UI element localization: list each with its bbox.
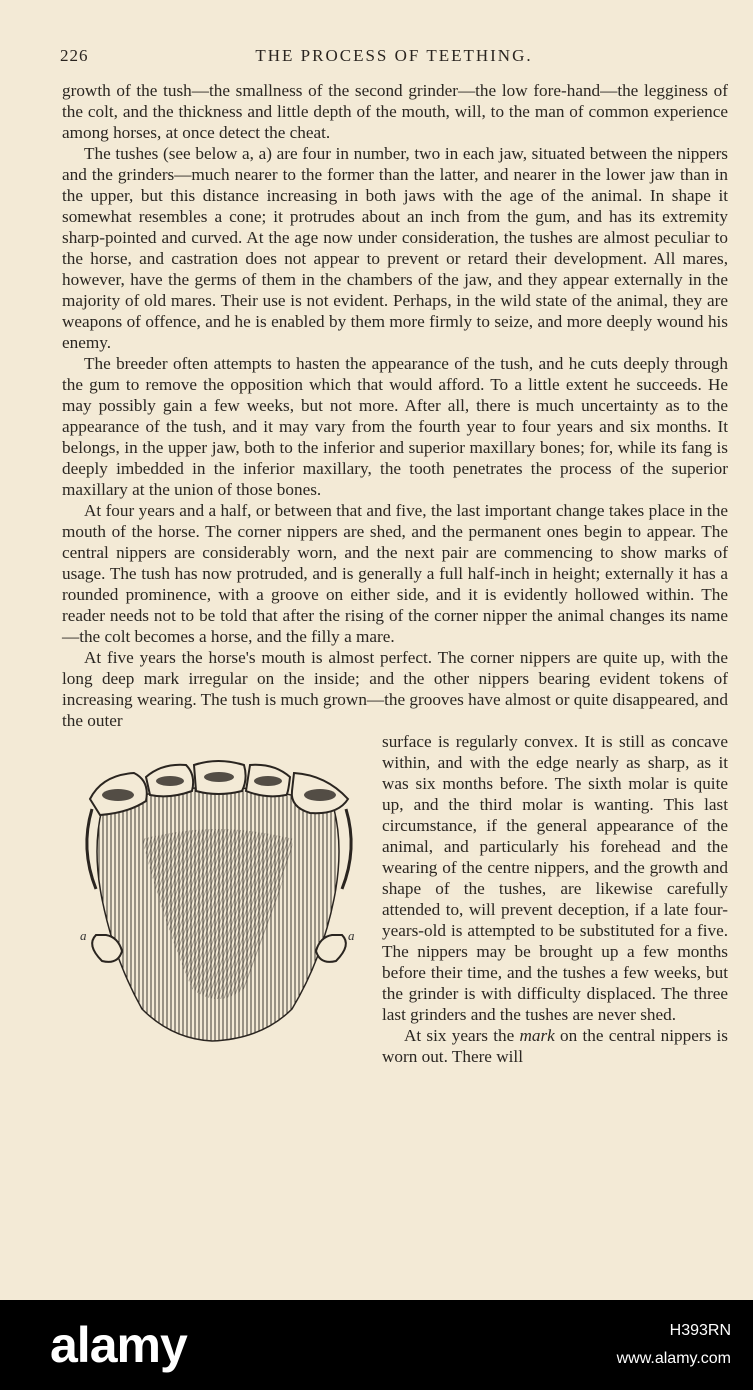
paragraph-2: The tushes (see below a, a) are four in number, two in each jaw, situated between the nippers and the grinders—much nearer to the former than the latter, and nearer in the lower jaw than in the upper, but this distance increasing in both jaws with the age of the animal. In shape it somewhat resembles a cone; it protrudes about an inch from the gum, and has its extremity sharp-pointed and curved. At the age now under consideration, the tushes are almost peculiar to the horse, and castration does not appear to prevent or retard their development. All mares, however, have the germs of them in the chambers of the jaw, and they appear externally in the majority of old mares. Their use is not evident. Perhaps, in the wild state of the animal, they are weapons of offence, and he is enabled by them more firmly to seize, and more deeply wound his enemy. <box>62 144 728 352</box>
paragraph-3: The breeder often attempts to hasten the appearance of the tush, and he cuts deeply through the gum to remove the opposition which that would afford. To a little extent he succeeds. He may possibly gain a few weeks, but not more. After all, there is much uncertainty as to the appearance of the tush, and it may vary from the fourth year to four years and six months. It belongs, in the upper jaw, both to the inferior and superior maxillary bones; for, while its fang is deeply imbedded in the inferior maxillary, the tooth penetrates the process of the superior maxillary at the union of those bones. <box>62 354 728 499</box>
alamy-logo: alamy <box>50 1317 187 1373</box>
site-url: www.alamy.com <box>616 1350 731 1367</box>
body-text <box>62 80 728 1067</box>
page-number: 226 <box>60 46 89 65</box>
stock-footer-bar <box>0 1300 753 1390</box>
tush-label-left: a <box>80 928 87 943</box>
paragraph-4: At four years and a half, or between that and five, the last important change takes place in the mouth of the horse. The corner nippers are shed, and the permanent ones begin to appear. The central nippers are considerably worn, and the next pair are commencing to show marks of usage. The tush has now protruded, and is generally a full half-inch in height; externally it has a rounded prominence, with a groove on either side, and it is evidently hollowed within. The reader needs not to be told that after the rising of the corner nipper the animal changes its name—the colt becomes a horse, and the filly a mare. <box>62 501 728 646</box>
running-header <box>60 46 728 72</box>
paragraph-1: growth of the tush—the smallness of the second grinder—the low fore-hand—the legginess of the colt, and the thickness and little depth of the mouth, will, to the man of common experience among horses, at once detect the cheat. <box>62 81 728 142</box>
paragraph-7-end: on the central nippers is worn out. There will <box>382 1026 728 1066</box>
paragraph-5: At five years the horse's mouth is almost perfect. The corner nippers are quite up, with the long deep mark irregular on the inside; and the other nippers bearing evident tokens of increasing wearing. The tush is much grown—the grooves have almost or quite disappeared, and the outer <box>62 648 728 730</box>
paragraph-6: surface is regularly convex. It is still as concave within, and with the edge nearly as sharp, as it was six months before. The sixth molar is quite up, and the third molar is wanting. This last circumstance, if the general appearance of the animal, and particularly his forehead and the wearing of the centre nippers, and the growth and shape of the tushes, are likewise carefully attended to, will prevent deception, if a late four-years-old is attempted to be substituted for a five. The nippers may be brought up a few months before their time, and the tushes a few weeks, but the grinder is with difficulty displaced. The three last grinders and the tushes are never shed. <box>382 732 728 1024</box>
jaw-illustration <box>62 739 376 1045</box>
image-id: H393RN <box>669 1322 731 1339</box>
tush-label-right: a <box>348 928 355 943</box>
paragraph-7-start: At six years the <box>404 1026 520 1045</box>
running-title: THE PROCESS OF TEETHING. <box>255 46 533 65</box>
lower-jaw-engraving <box>62 739 376 1045</box>
italic-mark-word: mark <box>519 1026 555 1045</box>
